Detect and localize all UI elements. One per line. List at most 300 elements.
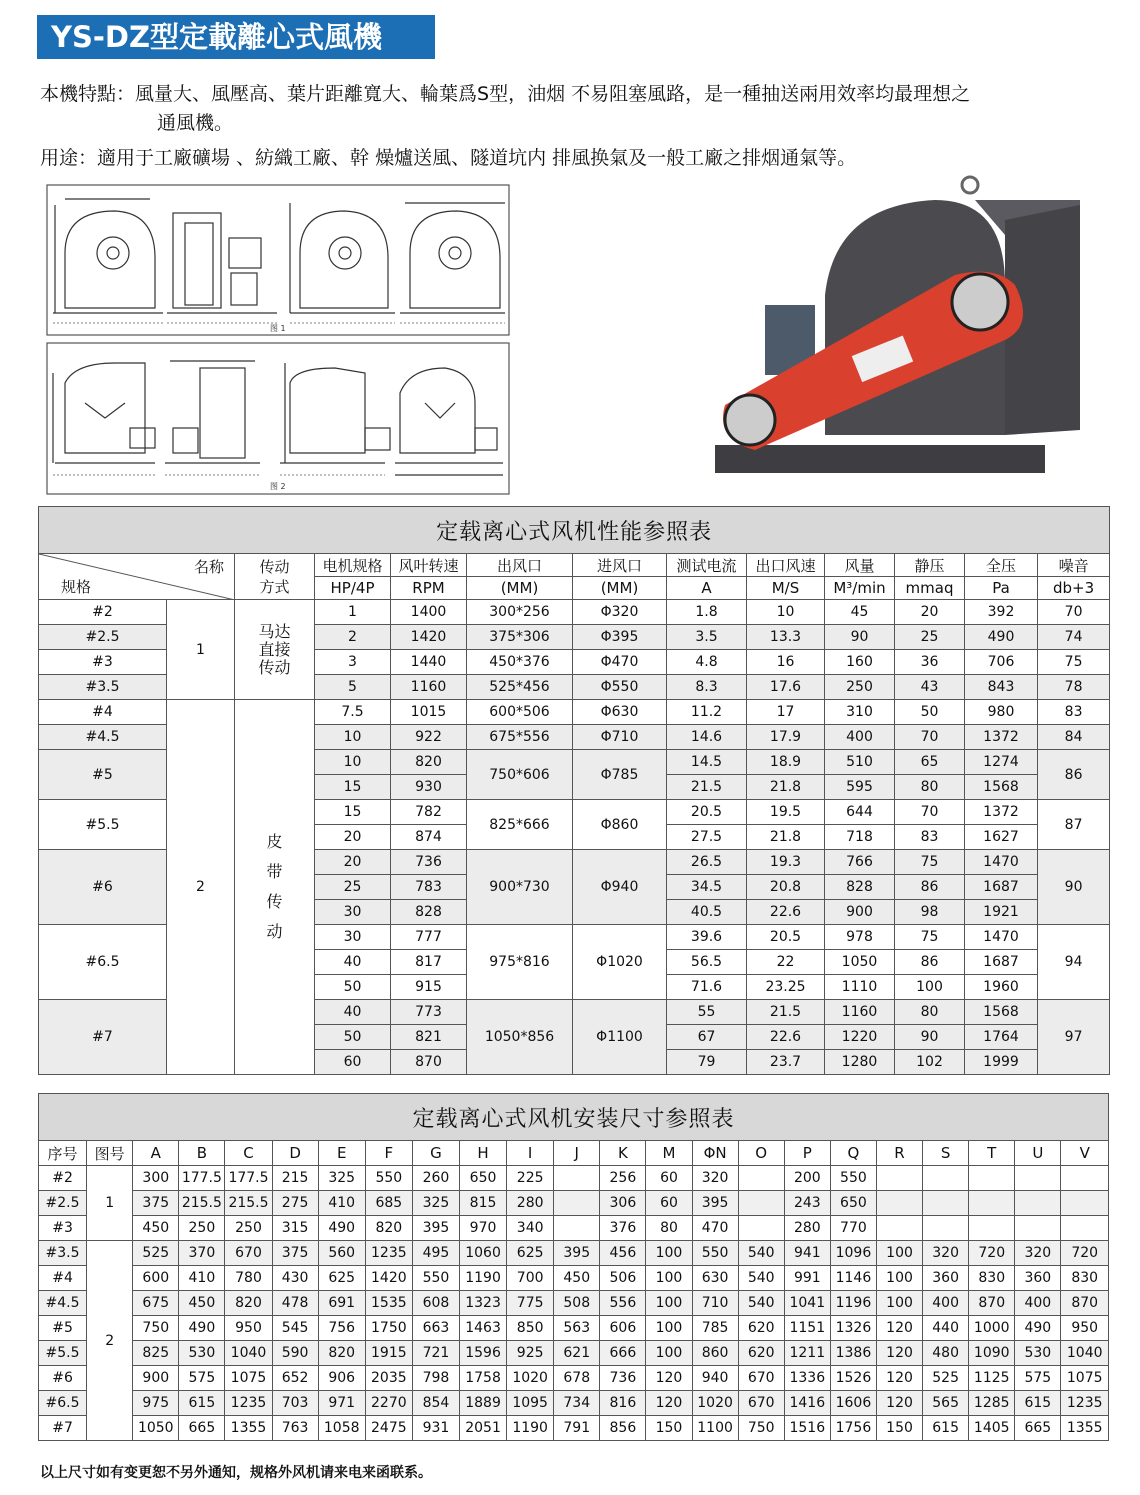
inlet-cell: Φ1100: [573, 1000, 667, 1075]
perf-header-top: 电机规格: [315, 554, 391, 577]
inst-header-cell: O: [738, 1141, 784, 1166]
airflow-cell: 644: [825, 800, 895, 825]
outlet-cell: 900*730: [467, 850, 573, 925]
dimension-cell: 830: [969, 1266, 1015, 1291]
total-pressure-cell: 980: [965, 700, 1038, 725]
velocity-cell: 22: [747, 950, 825, 975]
dimension-cell: 854: [412, 1391, 459, 1416]
dimension-cell: 630: [692, 1266, 738, 1291]
inst-header-cell: U: [1015, 1141, 1061, 1166]
dimension-cell: 150: [646, 1416, 692, 1441]
dimension-cell: 941: [784, 1241, 830, 1266]
table-row: [39, 1216, 1109, 1241]
dimension-cell: 450: [554, 1266, 600, 1291]
dimension-cell: 120: [646, 1391, 692, 1416]
dimension-cell: 1075: [225, 1366, 272, 1391]
static-pressure-cell: 65: [895, 750, 965, 775]
dimension-cell: 1336: [784, 1366, 830, 1391]
dimension-cell: 670: [738, 1391, 784, 1416]
dimension-cell: 906: [318, 1366, 365, 1391]
outlet-cell: 1050*856: [467, 1000, 573, 1075]
dimension-cell: 225: [507, 1166, 554, 1191]
rpm-cell: 922: [391, 725, 467, 750]
rpm-cell: 777: [391, 925, 467, 950]
inlet-cell: Φ320: [573, 600, 667, 625]
perf-header-top: 全压: [965, 554, 1038, 577]
model-cell: #4: [39, 700, 167, 725]
model-cell: #2.5: [39, 1191, 87, 1216]
dimension-cell: 120: [646, 1366, 692, 1391]
dimension-cell: 1355: [225, 1416, 272, 1441]
dimension-cell: 530: [179, 1341, 225, 1366]
airflow-cell: 828: [825, 875, 895, 900]
airflow-cell: 900: [825, 900, 895, 925]
dimension-cell: 260: [412, 1166, 459, 1191]
dimension-cell: 215.5: [179, 1191, 225, 1216]
airflow-cell: 160: [825, 650, 895, 675]
outlet-cell: 450*376: [467, 650, 573, 675]
dimension-cell: 1750: [365, 1316, 412, 1341]
dimension-cell: 703: [272, 1391, 318, 1416]
model-cell: #4: [39, 1266, 87, 1291]
dimension-cell: 615: [923, 1416, 969, 1441]
dimension-cell: 100: [876, 1241, 922, 1266]
table-row: [39, 700, 1110, 725]
model-cell: #6.5: [39, 925, 167, 1000]
perf-header-unit: Pa: [965, 577, 1038, 600]
model-cell: #3.5: [39, 675, 167, 700]
model-cell: #5: [39, 750, 167, 800]
velocity-cell: 23.7: [747, 1050, 825, 1075]
dimension-cell: 620: [738, 1316, 784, 1341]
dimension-cell: 650: [459, 1166, 506, 1191]
dimension-cell: 100: [876, 1291, 922, 1316]
total-pressure-cell: 1470: [965, 850, 1038, 875]
motor-cell: 10: [315, 725, 391, 750]
dimension-cell: 590: [272, 1341, 318, 1366]
table-row: [39, 1166, 1109, 1191]
noise-cell: 97: [1038, 1000, 1110, 1075]
dimension-cell: 306: [600, 1191, 646, 1216]
airflow-cell: 310: [825, 700, 895, 725]
dimension-cell: 540: [738, 1241, 784, 1266]
velocity-cell: 17: [747, 700, 825, 725]
dimension-cell: 456: [600, 1241, 646, 1266]
inlet-cell: Φ395: [573, 625, 667, 650]
dimension-cell: [1015, 1216, 1061, 1241]
inst-table-caption: 定载离心式风机安装尺寸参照表: [39, 1094, 1109, 1141]
dimension-cell: [1015, 1191, 1061, 1216]
motor-cell: 5: [315, 675, 391, 700]
perf-header-top: 测试电流: [667, 554, 747, 577]
airflow-cell: 90: [825, 625, 895, 650]
corner-bottom: 规格: [61, 578, 92, 596]
inst-header-cell: 序号: [39, 1141, 87, 1166]
total-pressure-cell: 1764: [965, 1025, 1038, 1050]
model-cell: #5: [39, 1316, 87, 1341]
dimension-cell: 375: [272, 1241, 318, 1266]
rpm-cell: 1400: [391, 600, 467, 625]
dimension-cell: [738, 1216, 784, 1241]
perf-table-body: [39, 600, 1110, 1075]
perf-header-unit: HP/4P: [315, 577, 391, 600]
dimension-cell: 243: [784, 1191, 830, 1216]
model-cell: #5.5: [39, 1341, 87, 1366]
dimension-cell: 675: [133, 1291, 179, 1316]
dimension-cell: 563: [554, 1316, 600, 1341]
total-pressure-cell: 1687: [965, 875, 1038, 900]
drive-method-text: 传: [266, 892, 283, 911]
dimension-cell: 100: [876, 1266, 922, 1291]
total-pressure-cell: 490: [965, 625, 1038, 650]
dimension-cell: 120: [876, 1316, 922, 1341]
dimension-drawing-diagram: [45, 183, 511, 496]
dimension-cell: 798: [412, 1366, 459, 1391]
dimension-cell: 550: [692, 1241, 738, 1266]
velocity-cell: 13.3: [747, 625, 825, 650]
dimension-cell: 565: [923, 1391, 969, 1416]
static-pressure-cell: 90: [895, 1025, 965, 1050]
dimension-cell: 770: [830, 1216, 876, 1241]
dimension-cell: 315: [272, 1216, 318, 1241]
dimension-cell: 720: [969, 1241, 1015, 1266]
current-cell: 56.5: [667, 950, 747, 975]
outlet-cell: 750*606: [467, 750, 573, 800]
current-cell: 11.2: [667, 700, 747, 725]
dimension-cell: 600: [133, 1266, 179, 1291]
dimension-cell: 478: [272, 1291, 318, 1316]
motor-cell: 2: [315, 625, 391, 650]
velocity-cell: 18.9: [747, 750, 825, 775]
perf-header-unit: M/S: [747, 577, 825, 600]
dimension-cell: [876, 1166, 922, 1191]
inst-header-cell: J: [554, 1141, 600, 1166]
static-pressure-cell: 80: [895, 775, 965, 800]
noise-cell: 94: [1038, 925, 1110, 1000]
table-row: [39, 1191, 1109, 1216]
drive-type-cell: 1: [167, 600, 235, 700]
dimension-cell: 663: [412, 1316, 459, 1341]
dimension-cell: 490: [318, 1216, 365, 1241]
static-pressure-cell: 75: [895, 925, 965, 950]
inlet-cell: Φ470: [573, 650, 667, 675]
velocity-cell: 21.8: [747, 825, 825, 850]
airflow-cell: 718: [825, 825, 895, 850]
dimension-cell: 450: [179, 1291, 225, 1316]
dimension-cell: 215.5: [225, 1191, 272, 1216]
static-pressure-cell: 75: [895, 850, 965, 875]
dimension-cell: 1420: [365, 1266, 412, 1291]
total-pressure-cell: 706: [965, 650, 1038, 675]
motor-cell: 20: [315, 825, 391, 850]
dimension-cell: 450: [133, 1216, 179, 1241]
dimension-cell: 1040: [225, 1341, 272, 1366]
dimension-cell: 550: [412, 1266, 459, 1291]
dimension-cell: 360: [923, 1266, 969, 1291]
inst-header-cell: P: [784, 1141, 830, 1166]
dimension-cell: 1100: [692, 1416, 738, 1441]
perf-header-unit: RPM: [391, 577, 467, 600]
features-line-1: 風量大、風壓高、葉片距離寬大、輪葉爲S型，油烟 不易阻塞風路，是一種抽送兩用效率均最理想之: [135, 83, 971, 105]
performance-table: [38, 506, 1110, 1075]
outlet-cell: 375*306: [467, 625, 573, 650]
motor-cell: 15: [315, 800, 391, 825]
perf-header-unit: (MM): [573, 577, 667, 600]
dimension-cell: 100: [646, 1291, 692, 1316]
dimension-cell: 480: [923, 1341, 969, 1366]
usage-text: 用途：適用于工廠礦場 、紡織工廠、幹 燥爐送風、隧道坑内 排風换氣及一般工廠之排烟通氣等。: [40, 147, 857, 169]
model-cell: #3.5: [39, 1241, 87, 1266]
table-row: [39, 1266, 1109, 1291]
noise-cell: 78: [1038, 675, 1110, 700]
perf-header-top: 出风口: [467, 554, 573, 577]
rpm-cell: 736: [391, 850, 467, 875]
perf-header-top: 风量: [825, 554, 895, 577]
total-pressure-cell: 1960: [965, 975, 1038, 1000]
dimension-cell: 1606: [830, 1391, 876, 1416]
airflow-cell: 978: [825, 925, 895, 950]
dimension-cell: 970: [459, 1216, 506, 1241]
dimension-cell: 1526: [830, 1366, 876, 1391]
drive-header: 传动方式: [235, 554, 315, 600]
dimension-cell: 1758: [459, 1366, 506, 1391]
total-pressure-cell: 1568: [965, 1000, 1038, 1025]
current-cell: 8.3: [667, 675, 747, 700]
rpm-cell: 1420: [391, 625, 467, 650]
dimension-cell: 340: [507, 1216, 554, 1241]
current-cell: 39.6: [667, 925, 747, 950]
figure-number-cell: 2: [87, 1241, 133, 1441]
motor-cell: 50: [315, 1025, 391, 1050]
dimension-cell: 540: [738, 1291, 784, 1316]
total-pressure-cell: 1470: [965, 925, 1038, 950]
motor-cell: 15: [315, 775, 391, 800]
inst-header-cell: B: [179, 1141, 225, 1166]
drive-method-text: 马达: [258, 621, 291, 641]
noise-cell: 83: [1038, 700, 1110, 725]
table-row: [39, 1366, 1109, 1391]
static-pressure-cell: 25: [895, 625, 965, 650]
current-cell: 14.5: [667, 750, 747, 775]
dimension-cell: 320: [692, 1166, 738, 1191]
dimension-cell: 1596: [459, 1341, 506, 1366]
model-cell: #6: [39, 1366, 87, 1391]
dimension-cell: 177.5: [225, 1166, 272, 1191]
dimension-cell: 1190: [507, 1416, 554, 1441]
total-pressure-cell: 1274: [965, 750, 1038, 775]
noise-cell: 86: [1038, 750, 1110, 800]
dimension-cell: 665: [179, 1416, 225, 1441]
dimension-cell: 900: [133, 1366, 179, 1391]
dimension-cell: 825: [133, 1341, 179, 1366]
rpm-cell: 930: [391, 775, 467, 800]
inlet-cell: Φ630: [573, 700, 667, 725]
dimension-cell: 756: [318, 1316, 365, 1341]
total-pressure-cell: 1372: [965, 725, 1038, 750]
dimension-cell: [923, 1191, 969, 1216]
table-row: [39, 1316, 1109, 1341]
dimension-cell: 2270: [365, 1391, 412, 1416]
dimension-cell: 736: [600, 1366, 646, 1391]
dimension-cell: 856: [600, 1416, 646, 1441]
current-cell: 34.5: [667, 875, 747, 900]
static-pressure-cell: 86: [895, 950, 965, 975]
dimension-cell: 691: [318, 1291, 365, 1316]
airflow-cell: 766: [825, 850, 895, 875]
motor-cell: 50: [315, 975, 391, 1000]
inst-header-cell: D: [272, 1141, 318, 1166]
dimension-cell: 791: [554, 1416, 600, 1441]
dimension-cell: 670: [225, 1241, 272, 1266]
dimension-cell: 815: [459, 1191, 506, 1216]
dimension-cell: 665: [1015, 1416, 1061, 1441]
features-label: 本機特點：: [40, 83, 136, 105]
dimension-cell: 700: [507, 1266, 554, 1291]
dimension-cell: 490: [1015, 1316, 1061, 1341]
model-cell: #5.5: [39, 800, 167, 850]
velocity-cell: 19.3: [747, 850, 825, 875]
outlet-cell: 300*256: [467, 600, 573, 625]
perf-header-top: 进风口: [573, 554, 667, 577]
dimension-cell: 360: [1015, 1266, 1061, 1291]
current-cell: 20.5: [667, 800, 747, 825]
noise-cell: 70: [1038, 600, 1110, 625]
perf-header-unit: M³/min: [825, 577, 895, 600]
current-cell: 71.6: [667, 975, 747, 1000]
dimension-cell: 606: [600, 1316, 646, 1341]
dimension-cell: 300: [133, 1166, 179, 1191]
dimension-cell: 991: [784, 1266, 830, 1291]
inst-header-cell: S: [923, 1141, 969, 1166]
motor-cell: 1: [315, 600, 391, 625]
dimension-cell: 780: [225, 1266, 272, 1291]
dimension-cell: 1020: [507, 1366, 554, 1391]
dimension-cell: 820: [318, 1341, 365, 1366]
rpm-cell: 817: [391, 950, 467, 975]
dimension-cell: 1058: [318, 1416, 365, 1441]
total-pressure-cell: 1627: [965, 825, 1038, 850]
static-pressure-cell: 98: [895, 900, 965, 925]
dimension-cell: 775: [507, 1291, 554, 1316]
velocity-cell: 22.6: [747, 1025, 825, 1050]
dimension-cell: 280: [507, 1191, 554, 1216]
dimension-cell: 971: [318, 1391, 365, 1416]
dimension-cell: 678: [554, 1366, 600, 1391]
dimension-cell: 495: [412, 1241, 459, 1266]
airflow-cell: 45: [825, 600, 895, 625]
total-pressure-cell: 1999: [965, 1050, 1038, 1075]
dimension-cell: 1516: [784, 1416, 830, 1441]
dimension-cell: 710: [692, 1291, 738, 1316]
inlet-cell: Φ1020: [573, 925, 667, 1000]
dimension-cell: 325: [412, 1191, 459, 1216]
dimension-cell: 525: [133, 1241, 179, 1266]
noise-cell: 84: [1038, 725, 1110, 750]
static-pressure-cell: 80: [895, 1000, 965, 1025]
dimension-cell: 575: [179, 1366, 225, 1391]
dimension-cell: 320: [1015, 1241, 1061, 1266]
inlet-cell: Φ860: [573, 800, 667, 850]
dimension-cell: [1061, 1166, 1109, 1191]
dimension-cell: 508: [554, 1291, 600, 1316]
drive-method-text: 带: [266, 862, 283, 881]
inst-header-cell: C: [225, 1141, 272, 1166]
dimension-cell: 1756: [830, 1416, 876, 1441]
dimension-cell: 545: [272, 1316, 318, 1341]
rpm-cell: 915: [391, 975, 467, 1000]
total-pressure-cell: 1687: [965, 950, 1038, 975]
perf-table-caption: 定载离心式风机性能参照表: [39, 507, 1110, 554]
current-cell: 27.5: [667, 825, 747, 850]
dimension-cell: 560: [318, 1241, 365, 1266]
page-title: YS-DZ型定載離心式風機: [37, 15, 435, 59]
perf-header-top: 噪音: [1038, 554, 1110, 577]
model-cell: #2.5: [39, 625, 167, 650]
total-pressure-cell: 1568: [965, 775, 1038, 800]
dimension-cell: 820: [225, 1291, 272, 1316]
dimension-cell: 925: [507, 1341, 554, 1366]
velocity-cell: 22.6: [747, 900, 825, 925]
dimension-cell: 870: [1061, 1291, 1109, 1316]
static-pressure-cell: 100: [895, 975, 965, 1000]
motor-cell: 60: [315, 1050, 391, 1075]
current-cell: 14.6: [667, 725, 747, 750]
dimension-cell: 1050: [133, 1416, 179, 1441]
features-line-2: 通風機。: [157, 112, 234, 134]
dimension-cell: 120: [876, 1341, 922, 1366]
drive-method-text: 皮: [266, 832, 283, 851]
dimension-cell: 1463: [459, 1316, 506, 1341]
perf-header-top: 风叶转速: [391, 554, 467, 577]
inst-header-cell: H: [459, 1141, 506, 1166]
dimension-cell: 280: [784, 1216, 830, 1241]
table-row: [39, 1341, 1109, 1366]
dimension-cell: 177.5: [179, 1166, 225, 1191]
dimension-cell: 120: [876, 1391, 922, 1416]
dimension-cell: 1196: [830, 1291, 876, 1316]
dimension-cell: [876, 1216, 922, 1241]
dimension-cell: 440: [923, 1316, 969, 1341]
airflow-cell: 1110: [825, 975, 895, 1000]
outlet-cell: 525*456: [467, 675, 573, 700]
inst-header-cell: T: [969, 1141, 1015, 1166]
table-row: [39, 1391, 1109, 1416]
perf-header-unit: A: [667, 577, 747, 600]
footer-note: 以上尺寸如有变更恕不另外通知，规格外风机请来电来函联系。: [40, 1465, 432, 1481]
dimension-cell: 550: [365, 1166, 412, 1191]
dimension-cell: 625: [507, 1241, 554, 1266]
velocity-cell: 23.25: [747, 975, 825, 1000]
perf-corner-cell: [39, 554, 235, 600]
table-row: [39, 1291, 1109, 1316]
dimension-cell: 1090: [969, 1341, 1015, 1366]
dimension-cell: 1146: [830, 1266, 876, 1291]
static-pressure-cell: 86: [895, 875, 965, 900]
dimension-cell: 750: [738, 1416, 784, 1441]
inlet-cell: Φ785: [573, 750, 667, 800]
airflow-cell: 595: [825, 775, 895, 800]
current-cell: 3.5: [667, 625, 747, 650]
rpm-cell: 1160: [391, 675, 467, 700]
current-cell: 1.8: [667, 600, 747, 625]
inst-table-body: [39, 1166, 1109, 1441]
dimension-cell: 1190: [459, 1266, 506, 1291]
dimension-cell: 215: [272, 1166, 318, 1191]
dimension-cell: 1386: [830, 1341, 876, 1366]
motor-cell: 7.5: [315, 700, 391, 725]
dimension-cell: 430: [272, 1266, 318, 1291]
dimension-cell: 275: [272, 1191, 318, 1216]
